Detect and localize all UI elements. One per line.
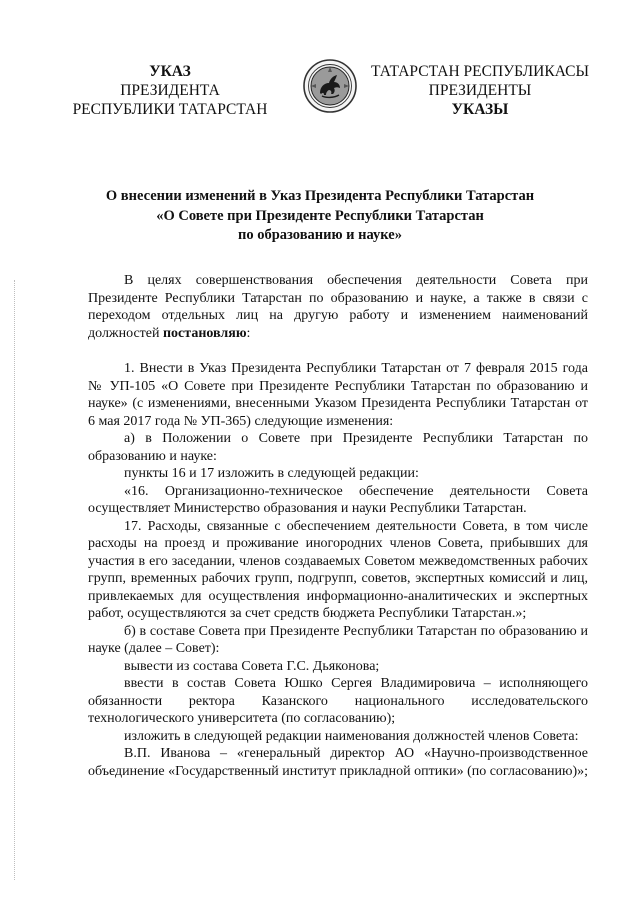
add-member-paragraph: ввести в состав Совета Юшко Сергея Владимировича – исполняющего обязанности ректора Казанского национального исследовательского технологического университета (по согласованию); bbox=[88, 676, 588, 726]
preamble-paragraph bbox=[88, 272, 588, 342]
preamble-keyword: постановляю bbox=[162, 325, 247, 341]
preamble-text: В целях совершенствования обеспечения деятельности Совета при Президенте Республики Татарстан по образованию и науке, а также в связи с переходом отдельных лиц на другую работу и изменением наименований должностей bbox=[88, 273, 588, 341]
remove-member-paragraph: вывести из состава Совета Г.С. Дьяконова; bbox=[124, 658, 380, 674]
header-right-line3: УКАЗЫ bbox=[451, 101, 509, 118]
points-16-17-paragraph: пункты 16 и 17 изложить в следующей редакции: bbox=[124, 466, 419, 481]
decree-body bbox=[88, 272, 588, 780]
ivanov-position-paragraph: В.П. Иванова – «генеральный директор АО «Научно-производственное объединение «Государственный институт прикладной оптики» (по согласованию)»; bbox=[88, 746, 589, 779]
point-16-paragraph: «16. Организационно-техническое обеспечение деятельности Совета осуществляет Министерство образования и науки Республики Татарстан. bbox=[88, 483, 588, 516]
header-right-block bbox=[370, 62, 590, 119]
tatarstan-coat-of-arms-icon bbox=[302, 58, 358, 114]
subitem-b-paragraph: б) в составе Совета при Президенте Республики Татарстан по образованию и науке (далее – Совет): bbox=[88, 623, 588, 656]
header-left-block bbox=[70, 62, 270, 119]
item-1-paragraph: 1. Внести в Указ Президента Республики Татарстан от 7 февраля 2015 года № УП-105 «О Совете при Президенте Республики Татарстан по образованию и науке» (с изменениями, внесенными Указом Президента Республики Татарстан от 6 мая 2017 года № УП-365) следующие изменения: bbox=[88, 361, 588, 429]
decree-title bbox=[60, 187, 580, 246]
paragraph-gap bbox=[88, 342, 588, 360]
decree-title-line3: по образованию и науке» bbox=[238, 227, 402, 243]
rename-positions-paragraph: изложить в следующей редакции наименования должностей членов Совета: bbox=[124, 728, 579, 744]
decree-title-line2: «О Совете при Президенте Республики Татарстан bbox=[156, 207, 484, 224]
decree-title-line1: О внесении изменений в Указ Президента Республики Татарстан bbox=[105, 188, 535, 204]
header-right-line1: ТАТАРСТАН РЕСПУБЛИКАСЫ bbox=[371, 63, 589, 80]
header-left-line1: УКАЗ bbox=[149, 63, 191, 80]
subitem-a-paragraph: а) в Положении о Совете при Президенте Республики Татарстан по образованию и науке: bbox=[88, 431, 588, 464]
binding-edge-mark bbox=[14, 280, 15, 880]
header-right-line2: ПРЕЗИДЕНТЫ bbox=[428, 82, 532, 99]
point-17-paragraph: 17. Расходы, связанные с обеспечением деятельности Совета, в том числе расходы на проезд и проживание иногородних членов Совета, прибывших для участия в его заседании, членов создаваемых Советом межведомственных рабочих групп, временных рабочих групп, подгрупп, советов, экспертных комиссий и лиц, привлекаемых для осуществления информационно-аналитических и экспертных работ, осуществляются за счет средств бюджета Республики Татарстан.»; bbox=[88, 518, 588, 621]
header-left-line3: РЕСПУБЛИКИ ТАТАРСТАН bbox=[72, 101, 268, 118]
header-left-line2: ПРЕЗИДЕНТА bbox=[120, 82, 220, 99]
preamble-colon: : bbox=[246, 325, 251, 341]
